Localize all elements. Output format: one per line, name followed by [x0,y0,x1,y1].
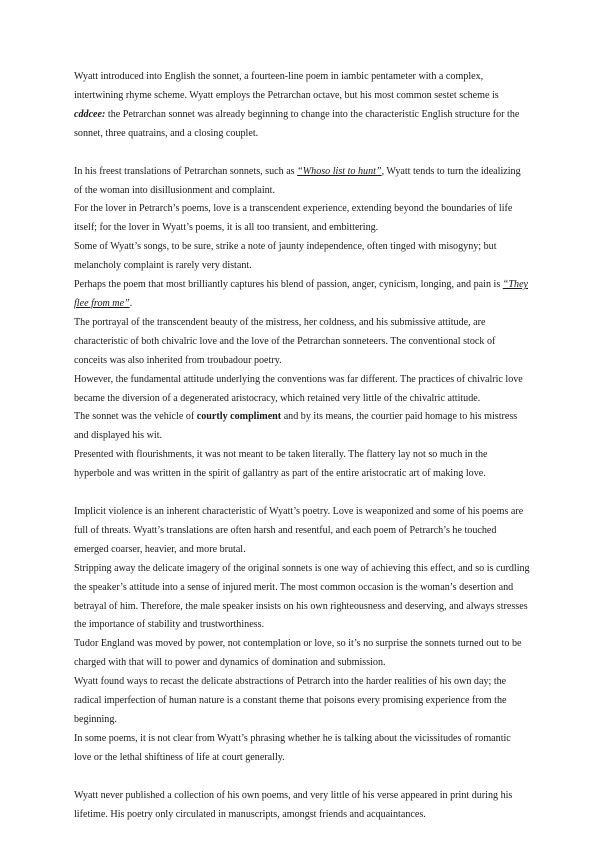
paragraph-some-poems: In some poems, it is not clear from Wyatt’s phrasing whether he is talking about the vicissitudes of romantic love or the lethal shiftiness of life at court generally. [74,732,511,763]
text: and by its means, the courtier paid homage to his mistress and displayed his wit. [74,411,518,442]
courtly-compliment-term: courtly compliment [196,411,282,423]
paragraph-courtly-compliment [74,408,530,446]
paragraph-spacer [74,484,530,503]
paragraph-stripping-imagery: Stripping away the delicate imagery of the original sonnets is one way of achieving this effect, and so is curdling the speaker’s attitude into a sense of injured merit. The most common occasion is the woman’s desertion and betrayal of him. Therefore, the male speaker insists on his own righteousness and deserving, and always stresses the importance of stability and trustworthiness. [74,562,530,631]
paragraph-never-published: Wyatt never published a collection of his own poems, and very little of his verse appeared in print during his lifetime. His poetry only circulated in manuscripts, amongst friends and acquaintances. [74,789,513,820]
paragraph-recast-abstractions: Wyatt found ways to recast the delicate abstractions of Petrarch into the harder realities of his own day; the radical imperfection of human nature is a constant theme that poisons every promising experience from the beginning. [74,676,507,725]
paragraph-sonnet-intro [74,68,530,144]
paragraph-they-flee [74,276,530,314]
poem-title-they-flee-from-me[interactable]: “They flee from me” [74,279,529,309]
paragraph-fundamental-attitude: However, the fundamental attitude underlying the conventions was far different. The practices of chivalric love became the diversion of a degenerated aristocracy, which retained very little of the chivalric attitude. [74,373,523,404]
text: the Petrarchan sonnet was already beginning to change into the characteristic English structure for the sonnet, three quatrains, and a closing couplet. [74,108,520,139]
text: , Wyatt tends to turn the idealizing of the woman into disillusionment and complaint. [74,165,521,196]
paragraph-petrarch-lover: For the lover in Petrarch’s poems, love is a transcendent experience, extending beyond the boundaries of life itself; for the lover in Wyatt’s poems, it is all too transient, and embittering. [74,203,513,234]
text: Wyatt introduced into English the sonnet, a fourteen-line poem in iambic pentameter with a complex, intertwining rhyme scheme. Wyatt employs the Petrarchan octave, but his most common sestet scheme is [74,71,499,101]
paragraph-spacer [74,144,530,163]
paragraph-implicit-violence: Implicit violence is an inherent characteristic of Wyatt’s poetry. Love is weaponized and some of his poems are full of threats. Wyatt’s translations are often harsh and resentful, and each poem of Petrarch’s he touched emerged coarser, heavier, and more brutal. [74,506,524,555]
paragraph-portrayal: The portrayal of the transcendent beauty of the mistress, her coldness, and his submissive attitude, are characteristic of both chivalric love and the love of the Petrarchan sonneteers. The conventional stock of conceits was also inherited from troubadour poetry. [74,316,496,366]
paragraph-tudor-england: Tudor England was moved by power, not contemplation or love, so it’s no surprise the sonnets turned out to be charged with that will to power and dynamics of domination and submission. [74,638,522,669]
text: Perhaps the poem that most brilliantly captures his blend of passion, anger, cynicism, longing, and pain is [74,279,503,291]
rhyme-scheme-emphasis: cddcee: [74,108,106,120]
text: . [129,297,133,309]
text: The sonnet was the vehicle of [74,411,197,423]
text: In his freest translations of Petrarchan sonnets, such as [74,165,298,177]
paragraph-spacer [74,768,530,787]
poem-title-whoso-list-to-hunt[interactable]: “Whoso list to hunt” [297,165,382,177]
paragraph-wyatt-songs: Some of Wyatt’s songs, to be sure, strike a note of jaunty independence, often tinged with misogyny; but melancholy complaint is rarely very distant. [74,241,497,272]
paragraph-freest-translations [74,163,530,201]
paragraph-flourishments: Presented with flourishments, it was not meant to be taken literally. The flattery lay not so much in the hyperbole and was written in the spirit of gallantry as part of the entire aristocratic art of making love. [74,449,488,480]
